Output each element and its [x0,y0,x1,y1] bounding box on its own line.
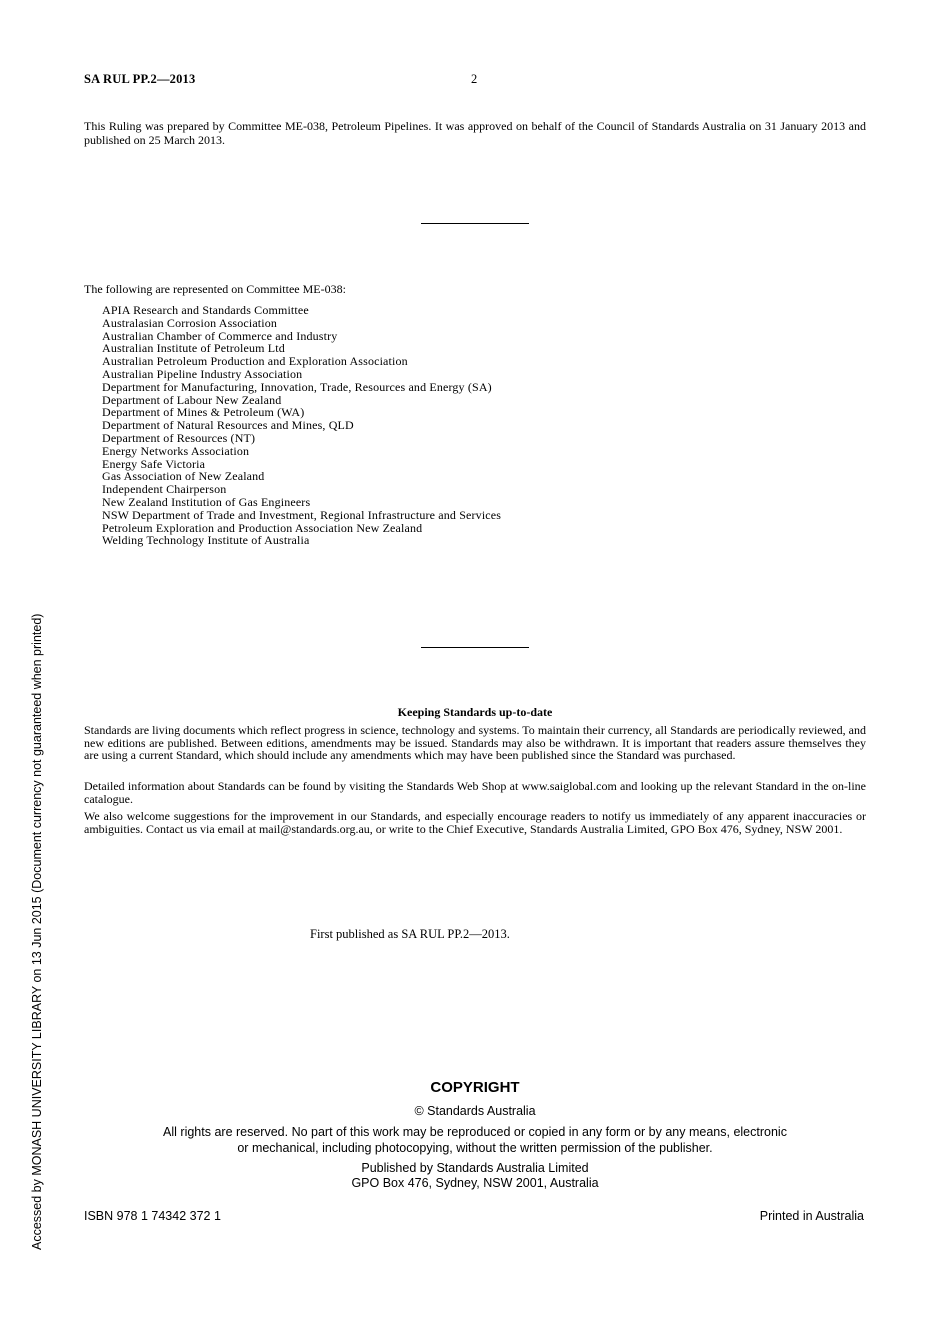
publisher-info [0,1161,950,1191]
copyright-title: COPYRIGHT [430,1079,520,1096]
list-item: Petroleum Exploration and Production Association New Zealand [102,520,423,535]
publisher-line: Published by Standards Australia Limited [361,1161,589,1175]
list-item: Australasian Corrosion Association [102,315,278,330]
access-watermark: Accessed by MONASH UNIVERSITY LIBRARY on 13 Jun 2015 (Document currency not guaranteed when printed) [30,613,44,1250]
preparation-note: This Ruling was prepared by Committee ME-038, Petroleum Pipelines. It was approved on behalf of the Council of Standards Australia on 31 January 2013 and published on 25 March 2013. [84,119,866,147]
list-item: New Zealand Institution of Gas Engineers [102,494,311,509]
paragraph: We also welcome suggestions for the improvement in our Standards, and especially encourage readers to notify us immediately of any apparent inaccuracies or ambiguities. Contact us via email at mail@standards.org.au, or write to the Chief Executive, Standards Australia Limited, GPO Box 476, Sydney, NSW 2001. [84,809,866,836]
page-number: 2 [471,72,478,86]
publisher-address: GPO Box 476, Sydney, NSW 2001, Australia [351,1176,599,1190]
document-code: SA RUL PP.2—2013 [84,72,196,86]
committee-intro: The following are represented on Committee ME-038: [84,282,346,296]
list-item: Department for Manufacturing, Innovation, Trade, Resources and Energy (SA) [102,379,492,394]
list-item: Department of Mines & Petroleum (WA) [102,405,305,420]
list-item: Australian Petroleum Production and Exploration Association [102,354,408,369]
section-heading: Keeping Standards up-to-date [397,705,553,719]
list-item: Department of Resources (NT) [102,430,256,445]
list-item: Australian Pipeline Industry Association [102,366,303,381]
list-item: Department of Natural Resources and Mines, QLD [102,418,354,433]
paragraph: Detailed information about Standards can be found by visiting the Standards Web Shop at www.saiglobal.com and looking up the relevant Standard in the on-line catalogue. [84,779,866,806]
rights-statement [100,1125,850,1156]
rights-line: All rights are reserved. No part of this work may be reproduced or copied in any form or by any means, electronic [163,1125,787,1139]
list-item: APIA Research and Standards Committee [102,303,309,317]
section-divider [421,223,529,224]
paragraph: Standards are living documents which reflect progress in science, technology and systems. To maintain their currency, all Standards are periodically reviewed, and new editions are published. Between editions, amendments may be issued. Standards may also be withdrawn. It is important that readers assure themselves they are using a current Standard, which should include any amendments which may have been published since the Standard was purchased. [84,723,866,763]
rights-line: or mechanical, including photocopying, without the written permission of the publisher. [237,1140,713,1155]
list-item: Energy Networks Association [102,443,250,458]
list-item: Department of Labour New Zealand [102,392,282,407]
committee-member-list [102,304,501,547]
list-item: Australian Institute of Petroleum Ltd [102,341,285,356]
printed-in: Printed in Australia [759,1209,864,1223]
first-published-note: First published as SA RUL PP.2—2013. [310,927,510,941]
list-item: Australian Chamber of Commerce and Industry [102,328,338,343]
list-item: Welding Technology Institute of Australia [102,533,310,548]
copyright-owner: © Standards Australia [414,1104,536,1118]
section-divider [421,647,529,648]
list-item: Independent Chairperson [102,482,227,497]
isbn: ISBN 978 1 74342 372 1 [84,1209,221,1223]
list-item: Gas Association of New Zealand [102,469,265,484]
list-item: Energy Safe Victoria [102,456,206,471]
list-item: NSW Department of Trade and Investment, Regional Infrastructure and Services [102,507,502,522]
